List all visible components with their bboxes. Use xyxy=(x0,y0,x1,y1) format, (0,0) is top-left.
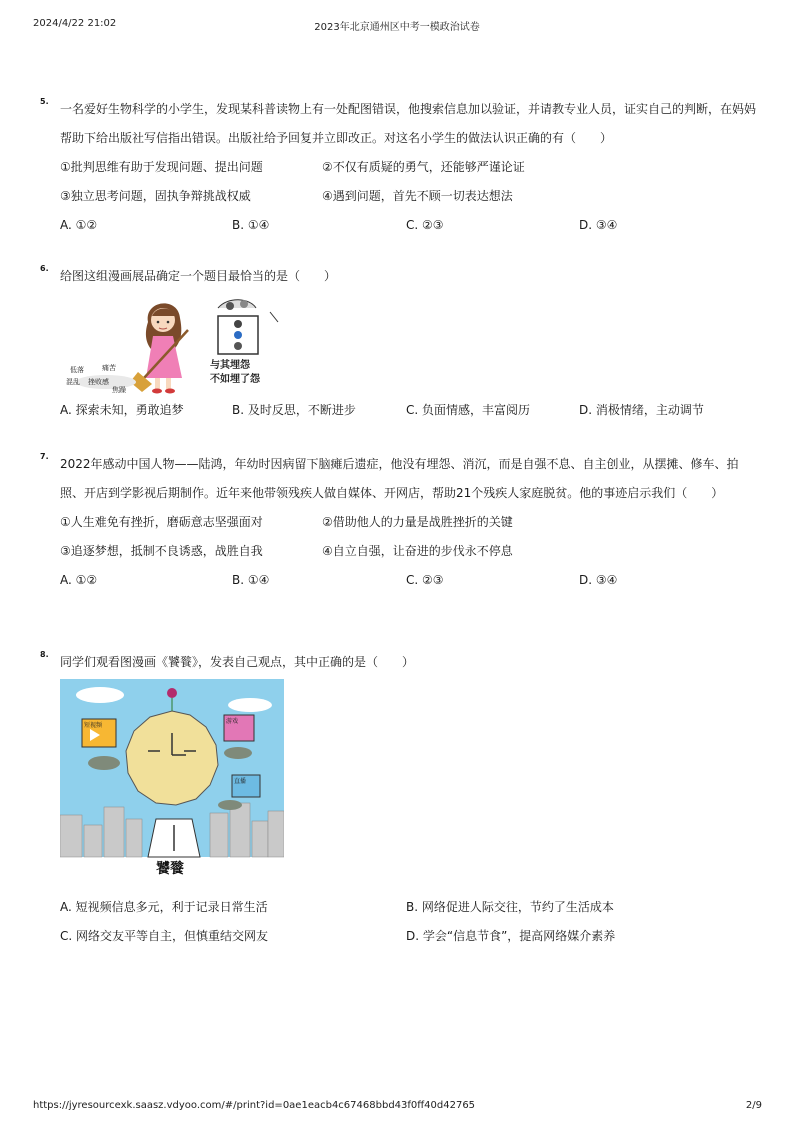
option-d[interactable]: D. ③④ xyxy=(579,573,618,587)
emotion-label: 混乱 xyxy=(66,378,80,386)
statement-4: ④遇到问题，首先不顾一切表达想法 xyxy=(322,189,513,203)
emotion-label: 低落 xyxy=(70,366,84,374)
question-stem: 给图这组漫画展品确定一个题目最恰当的是（ ） xyxy=(60,269,337,283)
cartoon-sweeping-emotions xyxy=(60,294,308,394)
emotion-label: 焦躁 xyxy=(112,386,126,394)
print-datetime: 2024/4/22 21:02 xyxy=(33,18,117,29)
option-d[interactable]: D. ③④ xyxy=(579,218,618,232)
statement-2: ②不仅有质疑的勇气，还能够严谨论证 xyxy=(322,160,525,174)
option-a[interactable]: A. ①② xyxy=(60,218,98,232)
question-number: 5. xyxy=(40,97,49,106)
document-title: 2023年北京通州区中考一模政治试卷 xyxy=(314,22,480,33)
options-row xyxy=(60,893,760,922)
page-url[interactable]: https://jyresourcexk.saasz.vdyoo.com/#/print?id=0ae1eacb4c67468bbd43f0ff40d42765 xyxy=(33,1100,476,1111)
question-number: 7. xyxy=(40,452,49,461)
game-sign xyxy=(224,715,254,759)
option-a[interactable]: A. 短视频信息多元，利于记录日常生活 xyxy=(60,900,268,914)
sign-label: 直播 xyxy=(234,778,247,785)
statement-1: ①批判思维有助于发现问题、提出问题 xyxy=(60,160,263,174)
question-5 xyxy=(40,95,760,240)
question-7 xyxy=(40,450,760,595)
cartoon-taotie xyxy=(60,679,284,879)
sign-label: 游戏 xyxy=(226,718,239,725)
emotion-label: 痛苦 xyxy=(102,364,116,372)
option-b[interactable]: B. ①④ xyxy=(232,218,270,232)
option-d[interactable]: D. 学会“信息节食”，提高网络媒介素养 xyxy=(406,929,616,943)
caption-line-2: 不如埋了怨 xyxy=(210,374,260,385)
option-c[interactable]: C. 网络交友平等自主，但慎重结交网友 xyxy=(60,929,269,943)
options-row xyxy=(60,566,760,595)
options-row xyxy=(60,396,760,425)
option-b[interactable]: B. 网络促进人际交往，节约了生活成本 xyxy=(406,900,614,914)
option-b[interactable]: B. 及时反思，不断进步 xyxy=(232,403,356,417)
question-6 xyxy=(40,262,760,425)
question-stem: 2022年感动中国人物——陆鸿，年幼时因病留下脑瘫后遗症，他没有埋怨、消沉，而是自强不息、自主创业，从摆摊、修车、拍照、开店到学影视后期制作。近年来他带领残疾人做自媒体、开网店，帮助21个残疾人家庭脱贫。他的事迹启示我们（ ） xyxy=(60,457,739,500)
question-number: 6. xyxy=(40,264,49,273)
statement-row xyxy=(60,153,760,182)
option-a[interactable]: A. ①② xyxy=(60,573,98,587)
question-stem: 一名爱好生物科学的小学生，发现某科普读物上有一处配图错误，他搜索信息加以验证，并请教专业人员，证实自己的判断，在妈妈帮助下给出版社写信指出错误。出版社给予回复并立即改正。对这名小学生的做法认识正确的有（ ） xyxy=(60,102,757,145)
option-c[interactable]: C. 负面情感，丰富阅历 xyxy=(406,403,531,417)
emotion-label: 挫败感 xyxy=(88,378,109,386)
cartoon-caption: 饕餮 xyxy=(156,861,184,877)
question-number: 8. xyxy=(40,650,49,659)
question-8 xyxy=(40,648,760,951)
page-number: 2/9 xyxy=(745,1100,762,1111)
statement-1: ①人生难免有挫折，磨砺意志坚强面对 xyxy=(60,515,263,529)
statement-3: ③独立思考问题，固执争辩挑战权威 xyxy=(60,189,251,203)
options-row xyxy=(60,922,760,951)
options-row xyxy=(60,211,760,240)
statement-3: ③追逐梦想，抵制不良诱惑，战胜自我 xyxy=(60,544,263,558)
sign-label: 短视频 xyxy=(84,722,103,729)
caption-line-1: 与其埋怨 xyxy=(210,360,250,371)
question-stem: 同学们观看图漫画《饕餮》，发表自己观点，其中正确的是（ ） xyxy=(60,655,415,669)
statement-2: ②借助他人的力量是战胜挫折的关键 xyxy=(322,515,513,529)
option-d[interactable]: D. 消极情绪，主动调节 xyxy=(579,403,704,417)
statement-row xyxy=(60,508,760,537)
option-a[interactable]: A. 探索未知，勇敢追梦 xyxy=(60,403,184,417)
statement-row xyxy=(60,182,760,211)
statement-row xyxy=(60,537,760,566)
option-b[interactable]: B. ①④ xyxy=(232,573,270,587)
statement-4: ④自立自强，让奋进的步伐永不停息 xyxy=(322,544,513,558)
option-c[interactable]: C. ②③ xyxy=(406,218,444,232)
option-c[interactable]: C. ②③ xyxy=(406,573,444,587)
